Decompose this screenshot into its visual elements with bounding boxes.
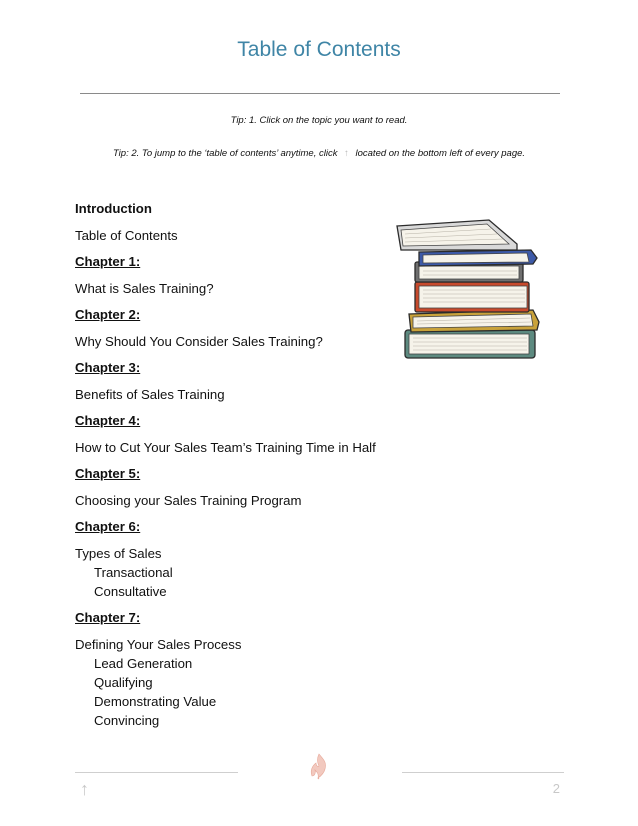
toc-chapter-5-title[interactable]: Choosing your Sales Training Program xyxy=(75,492,302,508)
flame-logo-icon xyxy=(308,752,330,780)
toc-chapter-2-heading[interactable]: Chapter 2: xyxy=(75,307,141,322)
toc-chapter-1-heading[interactable]: Chapter 1: xyxy=(75,254,141,269)
toc-chapter-5-heading[interactable]: Chapter 5: xyxy=(75,466,141,481)
tip-1: Tip: 1. Click on the topic you want to read. xyxy=(230,115,408,126)
tip-2-text-end: located on the bottom left of every page. xyxy=(355,148,526,159)
page-title: Table of Contents xyxy=(237,38,401,61)
book-stack-illustration xyxy=(393,218,543,363)
toc-subtopic[interactable]: Transactional xyxy=(94,564,173,580)
toc-table-of-contents[interactable]: Table of Contents xyxy=(75,227,178,243)
toc-subtopic[interactable]: Qualifying xyxy=(94,674,153,690)
toc-subtopic[interactable]: Consultative xyxy=(94,583,167,599)
toc-chapter-4-heading[interactable]: Chapter 4: xyxy=(75,413,141,428)
toc-chapter-6-heading[interactable]: Chapter 6: xyxy=(75,519,141,534)
footer-divider-left xyxy=(75,772,238,773)
toc-chapter-1-title[interactable]: What is Sales Training? xyxy=(75,280,214,296)
toc-subtopic[interactable]: Lead Generation xyxy=(94,655,193,671)
title-divider xyxy=(80,93,560,94)
toc-chapter-7-heading[interactable]: Chapter 7: xyxy=(75,610,141,625)
back-to-toc-icon[interactable]: ↑ xyxy=(80,779,89,799)
toc-subtopic[interactable]: Demonstrating Value xyxy=(94,693,217,709)
footer-divider-right xyxy=(402,772,564,773)
toc-chapter-6-title[interactable]: Types of Sales xyxy=(75,545,162,561)
toc-chapter-3-heading[interactable]: Chapter 3: xyxy=(75,360,141,375)
toc-introduction[interactable]: Introduction xyxy=(75,201,152,216)
tip-2 xyxy=(0,148,638,159)
up-arrow-icon: ↑ xyxy=(344,148,349,159)
toc-subtopic[interactable]: Convincing xyxy=(94,712,160,728)
toc-chapter-3-title[interactable]: Benefits of Sales Training xyxy=(75,386,225,402)
toc-chapter-7-title[interactable]: Defining Your Sales Process xyxy=(75,636,242,652)
toc-chapter-4-title[interactable]: How to Cut Your Sales Team’s Training Time in Half xyxy=(75,439,376,455)
toc-chapter-2-title[interactable]: Why Should You Consider Sales Training? xyxy=(75,333,323,349)
page-number: 2 xyxy=(552,781,560,796)
tip-2-text-start: Tip: 2. To jump to the ‘table of contents’ anytime, click xyxy=(112,148,338,159)
toc-list xyxy=(75,199,405,730)
